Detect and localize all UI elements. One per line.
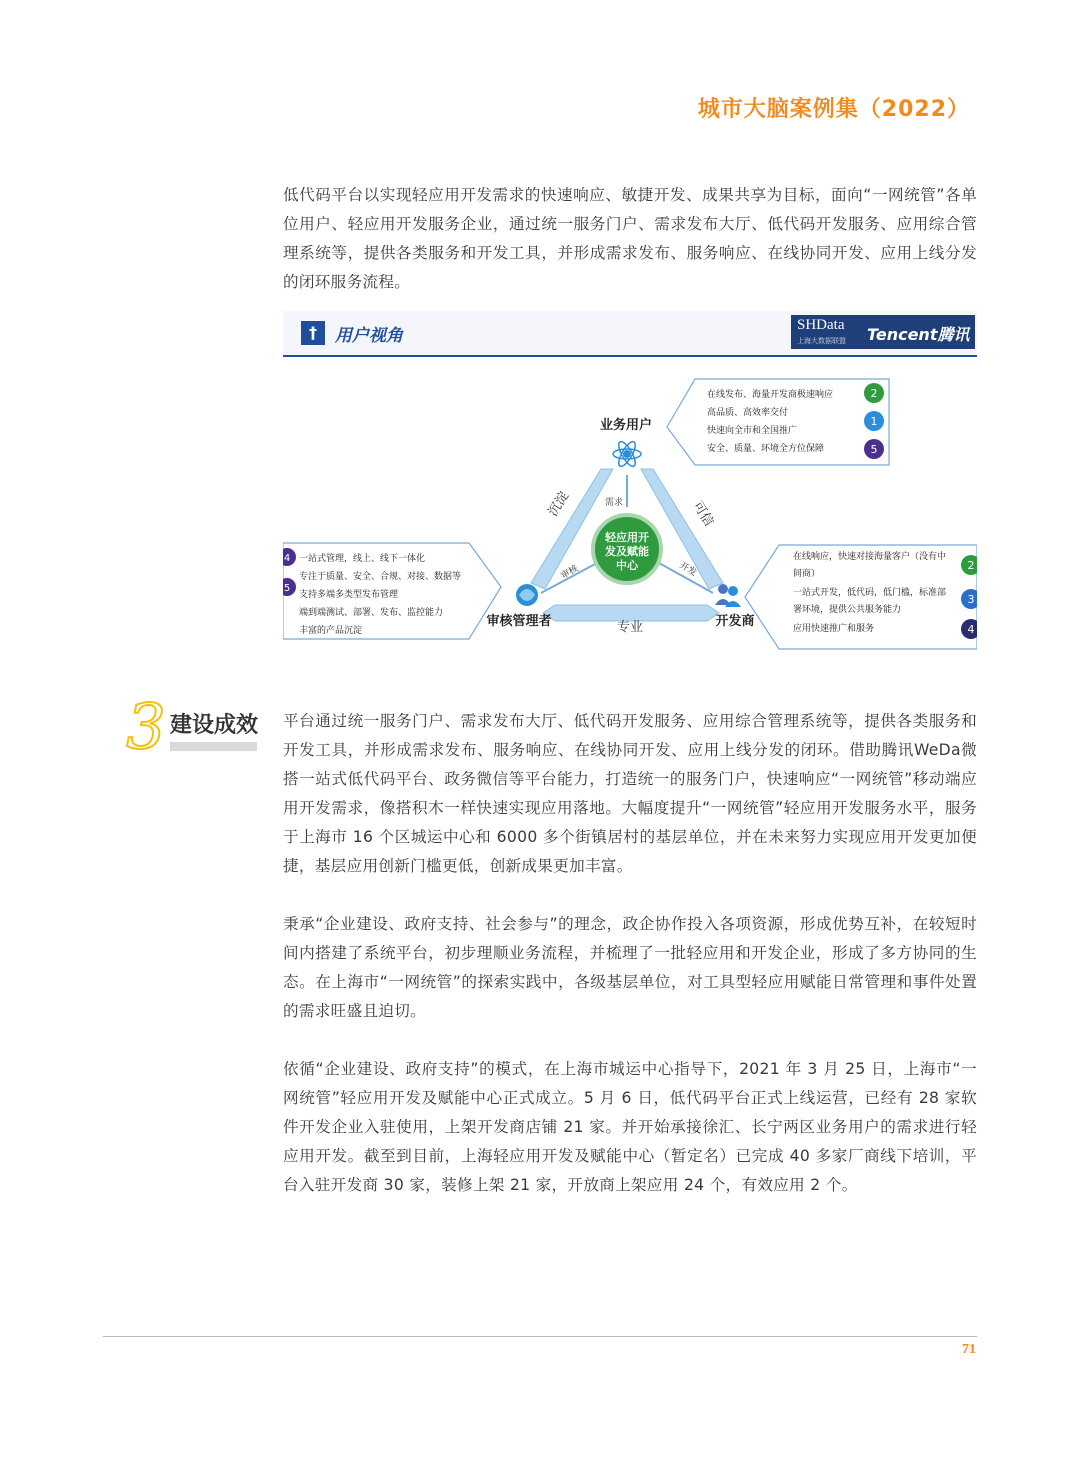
inner-label-develop: 开发 bbox=[677, 560, 699, 579]
section-title: 建设成效 bbox=[170, 713, 259, 738]
body-paragraph-1: 平台通过统一服务门户、需求发布大厅、低代码开发服务、应用综合管理系统等，提供各类服务和开发工具，并形成需求发布、服务响应、在线协同开发、应用上线分发的闭环。借助腾讯WeDa微搭一站式低代码平台、政务微信等平台能力，打造统一的服务门户，快速响应“一网统管”移动端应用开发需求，像搭积木一样快速实现应用落地。大幅度提升“一网统管”轻应用开发服务水平，服务于上海市 16 个区城运中心和 6000 多个街镇居村的基层单位，并在未来努力实现应用开发更加便捷，基层应用创新门槛更低，创新成果更加丰富。 bbox=[283, 712, 977, 875]
box-left-line-1: 一站式管理，线上、线下一体化 bbox=[299, 554, 426, 564]
person-pin-icon: † bbox=[301, 321, 325, 345]
tencent-logo: Tencent腾讯 bbox=[867, 325, 970, 344]
section-number: 3 bbox=[126, 692, 166, 756]
node-left-label: 审核管理者 bbox=[486, 614, 552, 629]
box-left-badge-1: 4 bbox=[283, 553, 291, 564]
box-left-line-5: 丰富的产品沉淀 bbox=[299, 626, 363, 636]
atom-icon bbox=[613, 439, 641, 468]
box-top-badge-3: 5 bbox=[870, 443, 878, 456]
box-left-line-4: 端到端测试、部署、发布、监控能力 bbox=[299, 608, 444, 618]
section-title-underline bbox=[170, 742, 257, 751]
box-right-badge-2: 3 bbox=[967, 593, 975, 606]
center-line-2: 发及赋能 bbox=[605, 545, 649, 558]
callout-box-top bbox=[667, 379, 889, 465]
box-top-line-3: 快速向全市和全国推广 bbox=[707, 426, 798, 436]
center-hub bbox=[593, 515, 661, 583]
running-header-title: 城市大脑案例集（2022） bbox=[697, 97, 970, 122]
edge-bottom-arrow bbox=[543, 605, 719, 621]
diagram-header bbox=[283, 311, 977, 357]
box-right-line-5: 应用快速推广和服务 bbox=[793, 624, 875, 634]
people-icon bbox=[715, 584, 741, 607]
edge-label-right: 可信 bbox=[689, 499, 717, 530]
section-number-graphic bbox=[122, 692, 170, 756]
edge-label-bottom: 专业 bbox=[617, 620, 644, 635]
callout-box-left bbox=[283, 543, 501, 639]
box-right-badge-1: 2 bbox=[967, 559, 975, 572]
shdata-logo: SHData bbox=[797, 317, 845, 333]
box-right-line-3: 一站式开发，低代码，低门槛，标准部 bbox=[793, 588, 947, 598]
body-paragraph-3: 依循“企业建设、政府支持”的模式，在上海市城运中心指导下，2021 年 3 月 25 日，上海市“一网统管”轻应用开发及赋能中心正式成立。5 月 6 日，低代码平台正式上线运营，已经有 28 家软件开发企业入驻使用，上架开发商店铺 21 家。并开始承接徐汇、长宁两区业务用户的需求进行轻应用开发。截至到目前，上海轻应用开发及赋能中心（暂定名）已完成 40 多家厂商线下培训，平台入驻开发商 30 家，装修上架 21 家，开放商上架应用 24 个，有效应用 2 个。 bbox=[283, 1060, 977, 1194]
intro-paragraph: 低代码平台以实现轻应用开发需求的快速响应、敏捷开发、成果共享为目标，面向“一网统管”各单位用户、轻应用开发服务企业，通过统一服务门户、需求发布大厅、低代码开发服务、应用综合管理系统等，提供各类服务和开发工具，并形成需求发布、服务响应、在线协同开发、应用上线分发的闭环服务流程。 bbox=[283, 186, 977, 291]
box-right-line-1: 在线响应，快速对接海量客户（没有中 bbox=[793, 552, 947, 562]
page-number: 71 bbox=[962, 1342, 976, 1357]
center-line-3: 中心 bbox=[616, 559, 638, 572]
box-right-line-4: 署环境，提供公共服务能力 bbox=[793, 605, 902, 615]
center-line-1: 轻应用开 bbox=[605, 531, 649, 544]
body-paragraph-2: 秉承“企业建设、政府支持、社会参与”的理念，政企协作投入各项资源，形成优势互补，在较短时间内搭建了系统平台，初步理顺业务流程，并梳理了一批轻应用和开发企业，形成了多方协同的生态。在上海市“一网统管”的探索实践中，各级基层单位，对工具型轻应用赋能日常管理和事件处置的需求旺盛且迫切。 bbox=[283, 915, 977, 1020]
callout-box-right bbox=[745, 545, 977, 649]
box-right-badge-3: 4 bbox=[967, 623, 975, 636]
box-right-line-2: 间商） bbox=[793, 569, 821, 579]
partner-logos bbox=[791, 315, 975, 349]
box-top-line-4: 安全、质量、环境全方位保障 bbox=[707, 444, 825, 454]
diagram-title: 用户视角 bbox=[335, 326, 403, 346]
box-left-line-3: 支持多端多类型发布管理 bbox=[299, 590, 399, 600]
node-business-user bbox=[600, 417, 652, 469]
box-top-line-2: 高品质、高效率交付 bbox=[707, 408, 789, 418]
user-perspective-diagram bbox=[283, 311, 977, 663]
globe-user-icon bbox=[516, 584, 538, 606]
box-top-line-1: 在线发布、海量开发商极速响应 bbox=[707, 390, 834, 400]
box-left-line-2: 专注于质量、安全、合规、对接、数据等 bbox=[299, 572, 462, 582]
edge-label-left: 沉淀 bbox=[545, 489, 573, 520]
node-right-label: 开发商 bbox=[715, 614, 755, 629]
shdata-logo-subtitle: 上海大数据联盟 bbox=[797, 337, 846, 345]
node-top-label: 业务用户 bbox=[599, 418, 653, 433]
inner-label-review: 审核 bbox=[559, 563, 581, 582]
footer-rule bbox=[103, 1336, 977, 1337]
inner-label-demand: 需求 bbox=[605, 498, 624, 508]
box-top-badge-1: 2 bbox=[870, 387, 878, 400]
diagram-canvas bbox=[283, 357, 977, 663]
box-top-badge-2: 1 bbox=[870, 415, 878, 428]
box-left-badge-2: 5 bbox=[283, 583, 291, 594]
